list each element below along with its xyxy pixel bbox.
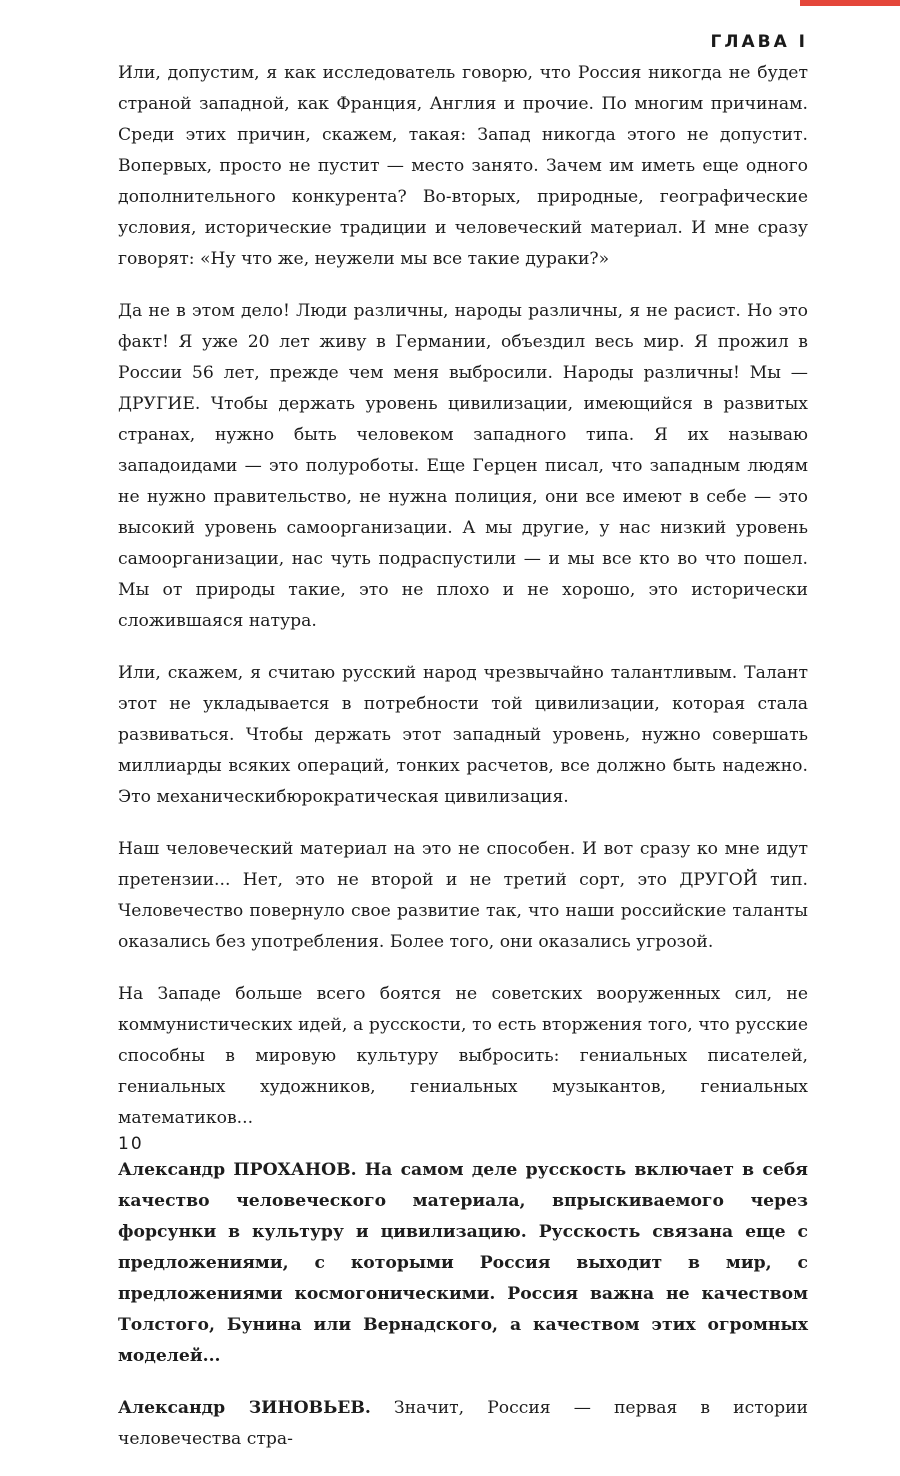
prokhanov-speaker: Александр ПРОХАНОВ.	[118, 1160, 357, 1180]
zinoviev-speaker: Александр ЗИНОВЬЕВ.	[118, 1398, 371, 1418]
paragraph-5: На Западе больше всего боятся не советских вооруженных сил, не коммунистических идей, а русскости, то есть вторжения того, что русские способны в мировую культуру выбросить: гениальных писателей, гениальных художников, гениальных музыкантов, гениальных математиков...	[118, 984, 808, 1128]
zinoviev-text: Значит, Россия — первая в истории человечества стра-	[118, 1398, 808, 1449]
prokhanov-paragraph	[118, 1155, 808, 1372]
chapter-header: ГЛАВА I	[710, 32, 808, 52]
paragraph-2: Да не в этом дело! Люди различны, народы различны, я не расист. Но это факт! Я уже 20 лет живу в Германии, объездил весь мир. Я прожил в России 56 лет, прежде чем меня выбросили. Народы различны! Мы — ДРУГИЕ. Чтобы держать уровень цивилизации, имеющийся в развитых странах, нужно быть человеком западного типа. Я их называю западоидами — это полуроботы. Еще Герцен писал, что западным людям не нужно правительство, не нужна полиция, они все имеют в себе — это высокий уровень самоорганизации. А мы другие, у нас низкий уровень самоорганизации, нас чуть подраспустили — и мы все кто во что пошел. Мы от природы такие, это не плохо и не хорошо, это исторически сложившаяся натура.	[118, 301, 808, 631]
paragraph-4: Наш человеческий материал на это не способен. И вот сразу ко мне идут претензии... Нет, это не второй и не третий сорт, это ДРУГОЙ тип. Человечество повернуло свое развитие так, что наши российские таланты оказались без употребления. Более того, они оказались угрозой.	[118, 839, 808, 952]
zinoviev-paragraph	[118, 1393, 808, 1455]
page-body	[118, 58, 808, 1476]
paragraph-1: Или, допустим, я как исследователь говорю, что Россия никогда не будет страной западной, как Франция, Англия и прочие. По многим причинам. Среди этих причин, скажем, такая: Запад никогда этого не допустит. Вопервых, просто не пустит — место занято. Зачем им иметь еще одного дополнительного конкурента? Во-вторых, природные, географические условия, исторические традиции и человеческий материал. И мне сразу говорят: «Ну что же, неужели мы все такие дураки?»	[118, 63, 808, 269]
prokhanov-text: На самом деле русскость включает в себя качество человеческого материала, впрыскиваемого через форсунки в культуру и цивилизацию. Русскость связана еще с предложениями, с которыми Россия выходит в мир, с предложениями космогоническими. Россия важна не качеством Толстого, Бунина или Вернадского, а качеством этих огромных моделей...	[118, 1160, 808, 1366]
top-accent-bar	[800, 0, 900, 6]
paragraph-3: Или, скажем, я считаю русский народ чрезвычайно талантливым. Талант этот не укладывается в потребности той цивилизации, которая стала развиваться. Чтобы держать этот западный уровень, нужно совершать миллиарды всяких операций, тонких расчетов, все должно быть надежно. Это механическибюрократическая цивилизация.	[118, 663, 808, 807]
page-number: 10	[118, 1134, 144, 1154]
